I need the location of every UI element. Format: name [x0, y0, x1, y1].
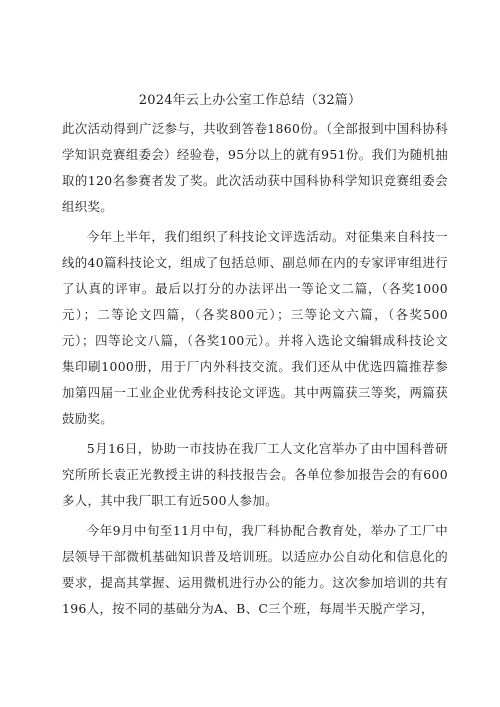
paragraph-paper-selection: 今年上半年，我们组织了科技论文评选活动。对征集来自科技一线的40篇科技论文，组成了包括总师、副总师在内的专家评审组进行了认真的评审。最后以打分的办法评出一等论文二篇，（各奖1000元）；二等论文四篇，（各奖800元）；三等论文六篇，（各奖500元）；四等论文八篇，（各奖100元）。并将入选论文编辑成科技论文集印刷1000册，用于厂内外科技交流。我们还从中优选四篇推荐参加第四届一工业企业优秀科技论文评选。其中两篇获三等奖，两篇获鼓励奖。 [62, 229, 448, 426]
paragraph-contest-results: 此次活动得到广泛参与，共收到答卷1860份。（全部报到中国科协科学知识竞赛组委会）经验卷，95分以上的就有951份。我们为随机抽取的120名参赛者发了奖。此次活动获中国科协科学知识竞赛组委会组织奖。 [62, 121, 448, 214]
document-title: 2024年云上办公室工作总结（32篇） [138, 93, 362, 108]
document-body [62, 116, 448, 622]
paragraph-computer-training: 今年9月中旬至11月中旬，我厂科协配合教育处，举办了工厂中层领导干部微机基础知识普及培训班。以适应办公自动化和信息化的要求，提高其掌握、运用微机进行办公的能力。这次参加培训的共有196人，按不同的基础分为A、B、C三个班，每周半天脱产学习， [62, 523, 448, 616]
paragraph-science-lecture: 5月16日，协助一市技协在我厂工人文化宫举办了由中国科普研究所所长袁正光教授主讲的科技报告会。各单位参加报告会的有600多人，其中我厂职工有近500人参加。 [62, 441, 448, 508]
